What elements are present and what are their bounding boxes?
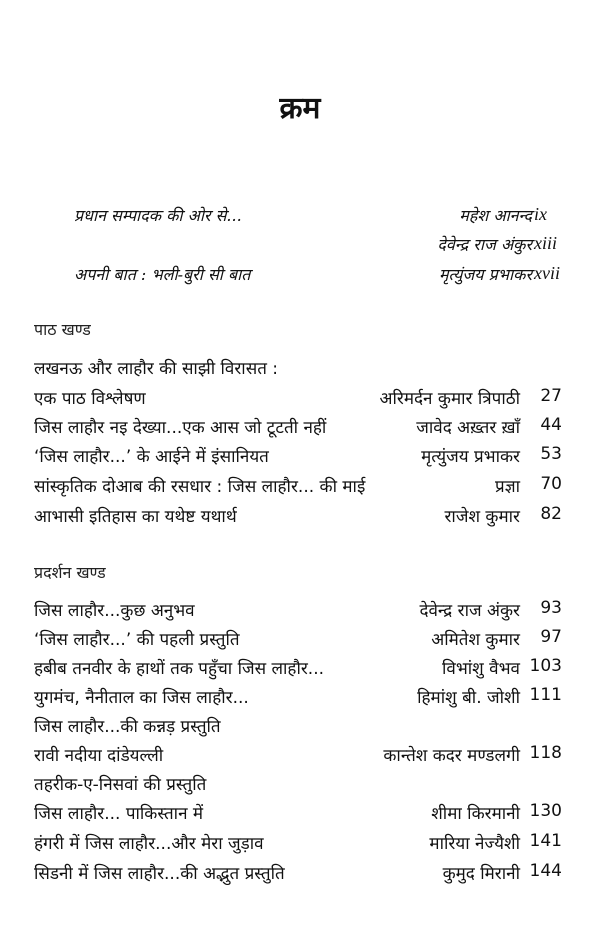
entry-lead: लखनऊ और लाहौर की साझी विरासत : (34, 359, 279, 379)
toc-entry (0, 861, 600, 885)
page-title: क्रम (279, 91, 321, 126)
entry-page: 70 (540, 474, 562, 494)
entry-title: जिस लाहौर नइ देख्या...एक आस जो टूटती नहीं (34, 418, 327, 438)
entry-title: अपनी बात : भली-बुरी सी बात (74, 265, 251, 284)
entry-author: मारिया नेज्यैशी (429, 834, 520, 854)
toc-entry (0, 685, 600, 709)
entry-title: ‘जिस लाहौर...’ की पहली प्रस्तुति (34, 630, 240, 650)
entry-page: 97 (540, 627, 562, 647)
entry-page: xiii (534, 233, 557, 253)
toc-entry (0, 386, 600, 410)
entry-title: हंगरी में जिस लाहौर...और मेरा जुड़ाव (34, 834, 264, 854)
toc-entry (0, 656, 600, 680)
entry-lead: जिस लाहौर...की कन्नड़ प्रस्तुति (34, 717, 221, 737)
entry-author: महेश आनन्द (459, 206, 532, 225)
entry-page: 144 (529, 861, 562, 881)
entry-page: 103 (529, 656, 562, 676)
entry-author: अरिमर्दन कुमार त्रिपाठी (379, 389, 520, 409)
entry-author: राजेश कुमार (444, 507, 520, 527)
entry-author: शीमा किरमानी (431, 804, 520, 824)
entry-page: ix (534, 204, 547, 224)
toc-entry (0, 831, 600, 855)
entry-author: देवेन्द्र राज अंकुर (437, 235, 532, 254)
entry-author: जावेद अख़्तर ख़ाँ (416, 418, 520, 438)
entry-author: देवेन्द्र राज अंकुर (419, 601, 520, 621)
entry-title: सिडनी में जिस लाहौर...की अद्भुत प्रस्तुति (34, 864, 285, 884)
entry-lead: तहरीक-ए-निसवां की प्रस्तुति (34, 775, 207, 795)
section-heading: प्रदर्शन खण्ड (34, 563, 106, 582)
entry-page: 118 (529, 743, 562, 763)
entry-page: 93 (540, 598, 562, 618)
entry-author: अमितेश कुमार (431, 630, 520, 650)
entry-page: 141 (529, 831, 562, 851)
entry-title: प्रधान सम्पादक की ओर से... (74, 206, 242, 225)
entry-title: रावी नदीया दांडेयल्ली (34, 746, 164, 766)
entry-title: एक पाठ विश्लेषण (34, 389, 146, 409)
entry-title: सांस्कृतिक दोआब की रसधार : जिस लाहौर... की माई (34, 477, 366, 497)
entry-author: कान्तेश कदर मण्डलगी (383, 746, 520, 766)
toc-entry (0, 444, 600, 468)
entry-title: ‘जिस लाहौर...’ के आईने में इंसानियत (34, 447, 269, 467)
entry-page: 27 (540, 386, 562, 406)
entry-title: जिस लाहौर... पाकिस्तान में (34, 804, 204, 824)
entry-page: 82 (540, 504, 562, 524)
toc-entry (0, 627, 600, 651)
entry-title: युगमंच, नैनीताल का जिस लाहौर... (34, 688, 249, 708)
entry-page: 130 (529, 801, 562, 821)
entry-author: प्रज्ञा (495, 477, 520, 497)
entry-author: विभांशु वैभव (441, 659, 520, 679)
entry-title: आभासी इतिहास का यथेष्ट यथार्थ (34, 507, 237, 527)
toc-entry (0, 743, 600, 767)
toc-entry (0, 415, 600, 439)
entry-page: 53 (540, 444, 562, 464)
entry-page: xvii (534, 263, 560, 283)
entry-author: हिमांशु बी. जोशी (417, 688, 520, 708)
section-heading: पाठ खण्ड (34, 320, 91, 339)
entry-page: 44 (540, 415, 562, 435)
entry-author: मृत्युंजय प्रभाकर (438, 265, 532, 284)
toc-entry (0, 801, 600, 825)
entry-page: 111 (529, 685, 562, 705)
entry-title: हबीब तनवीर के हाथों तक पहुँचा जिस लाहौर... (34, 659, 325, 679)
toc-entry (0, 504, 600, 528)
toc-entry (0, 598, 600, 622)
entry-author: कुमुद मिरानी (442, 864, 520, 884)
toc-entry (0, 474, 600, 498)
entry-title: जिस लाहौर...कुछ अनुभव (34, 601, 195, 621)
entry-author: मृत्युंजय प्रभाकर (421, 447, 520, 467)
